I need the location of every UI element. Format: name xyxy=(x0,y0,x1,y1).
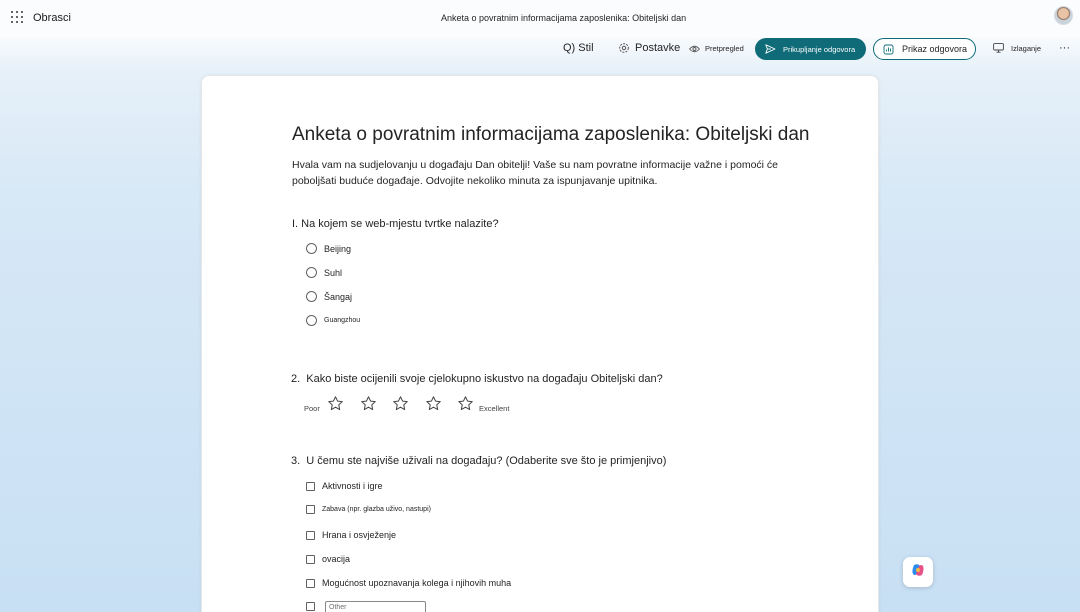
star-icon[interactable] xyxy=(425,395,442,417)
question-text: Kako biste ocijenili svoje cjelokupno iskustvo na događaju Obiteljski dan? xyxy=(306,373,663,385)
checkbox[interactable] xyxy=(306,579,315,588)
rating-high-label: Excellent xyxy=(479,404,510,413)
radio-option-beijing[interactable] xyxy=(306,243,351,254)
option-label: Mogućnost upoznavanja kolega i njihovih muha xyxy=(322,578,512,588)
copilot-button[interactable] xyxy=(903,557,933,587)
gear-icon xyxy=(618,42,630,54)
star-icon[interactable] xyxy=(457,395,474,417)
app-launcher-icon[interactable] xyxy=(11,11,23,23)
question-number: 2. xyxy=(291,373,301,385)
preview-button[interactable] xyxy=(689,44,744,53)
radio-option-guangzhou[interactable] xyxy=(306,315,360,326)
style-label: Q) Stil xyxy=(563,42,594,54)
radio-button[interactable] xyxy=(306,291,317,302)
form-title[interactable]: Anketa o povratnim informacijama zaposlenika: Obiteljski dan xyxy=(292,124,810,145)
copilot-icon xyxy=(910,562,926,583)
present-button[interactable] xyxy=(993,43,1041,53)
view-responses-label: Prikaz odgovora xyxy=(902,44,968,54)
radio-option-shanghai[interactable] xyxy=(306,291,352,302)
star-icon[interactable] xyxy=(360,395,377,417)
question-text: U čemu ste najviše uživali na događaju? (Odaberite sve što je primjenjivo) xyxy=(306,455,667,467)
checkbox[interactable] xyxy=(306,482,315,491)
question-2 xyxy=(291,373,663,385)
checkbox[interactable] xyxy=(306,531,315,540)
avatar[interactable] xyxy=(1054,6,1073,25)
monitor-icon xyxy=(993,43,1004,53)
star-icon[interactable] xyxy=(327,395,344,417)
settings-label: Postavke xyxy=(635,42,681,54)
collect-responses-button[interactable] xyxy=(755,38,866,60)
option-label: Šangaj xyxy=(324,291,353,302)
responses-icon xyxy=(883,44,894,55)
option-label: Aktivnosti i igre xyxy=(322,481,383,491)
question-number: I. xyxy=(292,218,299,230)
eye-icon xyxy=(689,45,700,53)
option-label: Suhl xyxy=(324,267,343,278)
option-label: Beijing xyxy=(324,243,352,254)
form-description[interactable]: Hvala vam na sudjelovanju u događaju Dan obitelji! Vaše su nam povratne informacije važne i pomoći će poboljšati buduće događaje. Odvojite nekoliko minuta za ispunjavanje upitnika. xyxy=(292,159,778,187)
star-icon[interactable] xyxy=(392,395,409,417)
option-label: ovacija xyxy=(322,554,351,564)
checkbox-option-activities[interactable] xyxy=(306,481,383,491)
more-options-button[interactable]: ··· xyxy=(1059,42,1070,54)
style-button[interactable] xyxy=(563,42,594,54)
radio-button[interactable] xyxy=(306,243,317,254)
checkbox-option-entertainment[interactable] xyxy=(306,505,431,514)
checkbox-option-food[interactable] xyxy=(306,530,396,540)
top-bar xyxy=(0,0,1080,38)
checkbox[interactable] xyxy=(306,555,315,564)
checkbox-option-meet-colleagues[interactable] xyxy=(306,578,511,588)
radio-button[interactable] xyxy=(306,315,317,326)
question-number: 3. xyxy=(291,455,301,467)
collect-responses-label: Prikupljanje odgovora xyxy=(783,44,856,54)
other-input[interactable]: Other xyxy=(325,601,426,612)
send-icon xyxy=(765,44,776,54)
app-name[interactable]: Obrasci xyxy=(33,12,71,24)
checkbox-option-other[interactable] xyxy=(306,602,315,611)
settings-button[interactable] xyxy=(618,42,680,54)
question-1 xyxy=(292,218,499,230)
question-3 xyxy=(291,455,666,467)
preview-label: Pretpregled xyxy=(705,44,744,53)
rating-low-label: Poor xyxy=(304,404,320,413)
option-label: Guangzhou xyxy=(324,317,361,324)
radio-button[interactable] xyxy=(306,267,317,278)
radio-option-suhl[interactable] xyxy=(306,267,342,278)
checkbox[interactable] xyxy=(306,505,315,514)
option-label: Hrana i osvježenje xyxy=(322,530,397,540)
question-text: Na kojem se web-mjestu tvrtke nalazite? xyxy=(301,218,499,230)
document-title[interactable]: Anketa o povratnim informacijama zaposlenika: Obiteljski dan xyxy=(441,13,687,23)
form-card xyxy=(201,75,879,612)
checkbox-option-ovacija[interactable] xyxy=(306,554,350,564)
checkbox[interactable] xyxy=(306,602,315,611)
present-label: Izlaganje xyxy=(1011,43,1042,53)
view-responses-button[interactable] xyxy=(873,38,976,60)
option-label: Zabava (npr. glazba uživo, nastupi) xyxy=(322,506,431,513)
